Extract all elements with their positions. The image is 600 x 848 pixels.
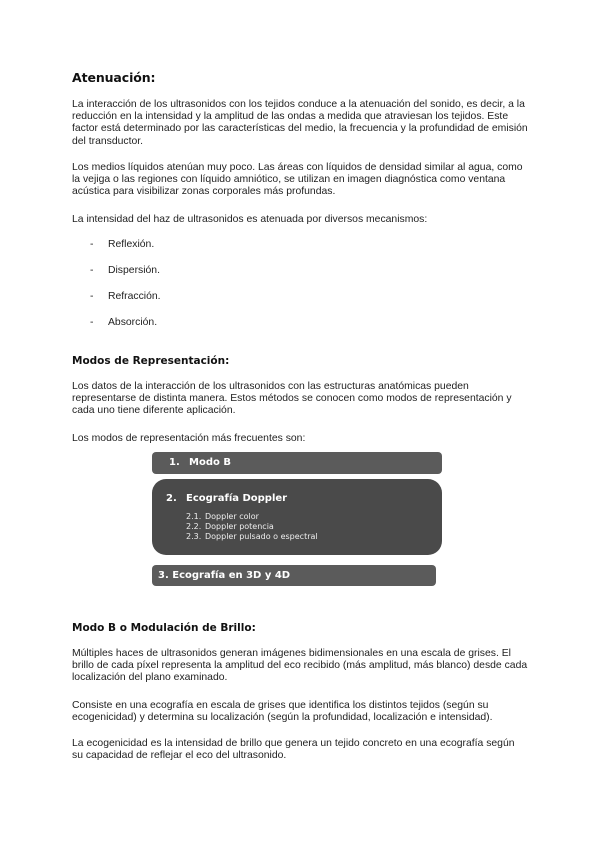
mode-b-text: Modo B xyxy=(189,457,231,468)
mode-b-label xyxy=(169,457,231,468)
modob-paragraph-2: Consiste en una ecografía en escala de grises que identifica los distintos tejidos (según su ecogenicidad) y determina su localización (según la profundidad, localización e intensidad). xyxy=(72,700,493,724)
modob-heading: Modo B o Modulación de Brillo: xyxy=(72,622,256,634)
list-item-text: Reflexión. xyxy=(108,239,155,250)
subitem-text: Doppler pulsado o espectral xyxy=(205,532,318,541)
subitem-number: 2.2. xyxy=(186,522,202,531)
modos-paragraph-1: Los datos de la interacción de los ultrasonidos con las estructuras anatómicas pueden representarse de distinta manera. Estos métodos se conocen como modos de representación y cada uno tiene diferente aplicación. xyxy=(72,381,512,417)
atenuacion-paragraph-1: La interacción de los ultrasonidos con los tejidos conduce a la atenuación del sonido, es decir, a la reducción en la intensidad y la amplitud de las ondas a medida que atraviesan los tejidos. Este factor está determinado por las características del medio, la frecuencia y la profundidad de emisión del transductor. xyxy=(72,99,528,147)
list-item-text: Refracción. xyxy=(108,291,161,302)
doppler-box xyxy=(152,479,442,555)
doppler-heading xyxy=(166,493,287,504)
doppler-subitem xyxy=(186,512,259,521)
eco-3d-4d-label: 3. Ecografía en 3D y 4D xyxy=(158,570,291,581)
dash-bullet: - xyxy=(90,317,94,328)
atenuacion-heading: Atenuación: xyxy=(72,70,156,85)
dash-bullet: - xyxy=(90,239,94,250)
atenuacion-paragraph-2: Los medios líquidos atenúan muy poco. Las áreas con líquidos de densidad similar al agua, como la vejiga o las regiones con líquido amniótico, se utilizan en imagen diagnóstica como ventana acústica para visibilizar zonas corporales más profundas. xyxy=(72,162,523,198)
doppler-number: 2. xyxy=(166,493,177,504)
subitem-number: 2.3. xyxy=(186,532,202,541)
modos-paragraph-2: Los modos de representación más frecuentes son: xyxy=(72,433,306,444)
mode-b-number: 1. xyxy=(169,457,180,468)
list-item-text: Absorción. xyxy=(108,317,158,328)
subitem-number: 2.1. xyxy=(186,512,202,521)
list-item-text: Dispersión. xyxy=(108,265,160,276)
dash-bullet: - xyxy=(90,291,94,302)
modos-heading: Modos de Representación: xyxy=(72,355,230,367)
subitem-text: Doppler color xyxy=(205,512,259,521)
eco-3d-4d-bar xyxy=(152,565,436,586)
doppler-subitem xyxy=(186,522,274,531)
doppler-subitem xyxy=(186,532,318,541)
atenuacion-paragraph-3: La intensidad del haz de ultrasonidos es atenuada por diversos mecanismos: xyxy=(72,214,428,225)
subitem-text: Doppler potencia xyxy=(205,522,274,531)
mode-b-bar xyxy=(152,452,442,474)
dash-bullet: - xyxy=(90,265,94,276)
modob-paragraph-1: Múltiples haces de ultrasonidos generan imágenes bidimensionales en una escala de grises. El brillo de cada píxel representa la amplitud del eco recibido (más amplitud, más blanco) desde cada localización del plano examinado. xyxy=(72,648,528,684)
doppler-text: Ecografía Doppler xyxy=(186,493,288,504)
modob-paragraph-3: La ecogenicidad es la intensidad de brillo que genera un tejido concreto en una ecografía según su capacidad de reflejar el eco del ultrasonido. xyxy=(72,738,515,762)
